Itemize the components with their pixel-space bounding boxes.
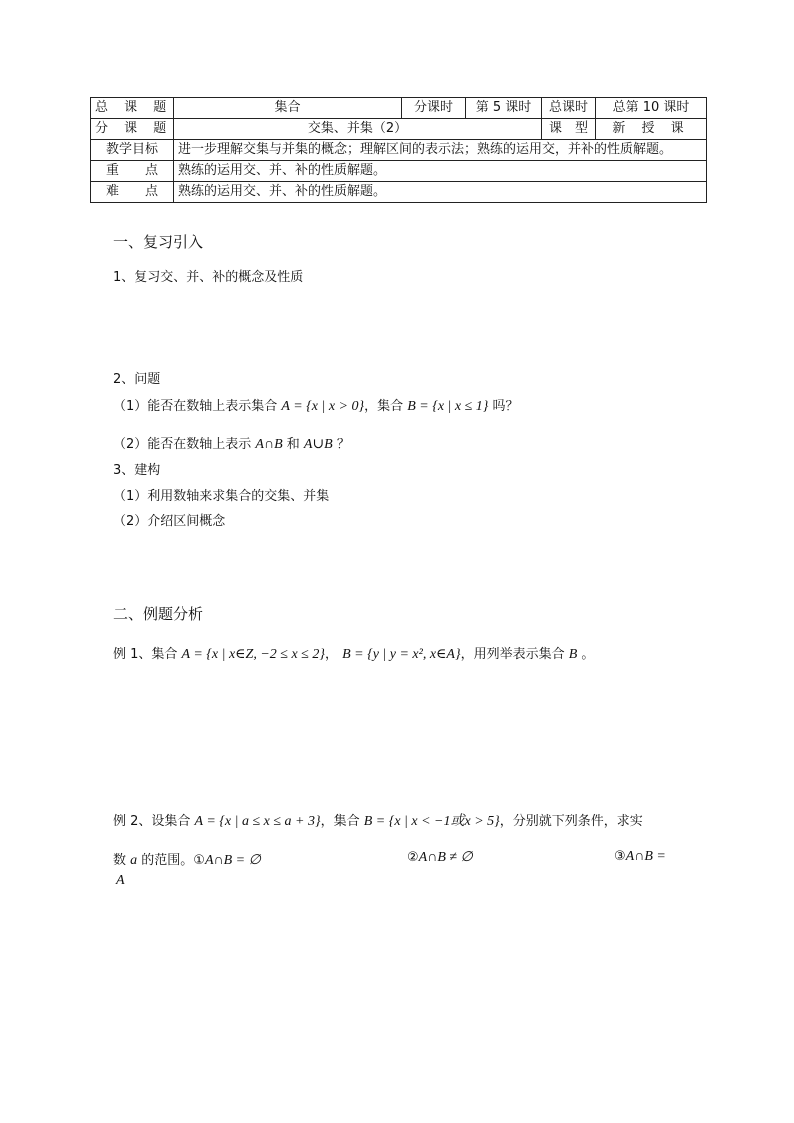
- ex2-text-c: ，分别就下列条件，求实: [499, 814, 643, 829]
- q2-text-c: ？: [332, 437, 350, 452]
- ex1-math-2: B = {y | y = x², x∈A}: [342, 647, 461, 662]
- ex2-condition-3: A∩B =: [625, 849, 666, 864]
- q1-text-b: ，集合: [364, 399, 408, 414]
- example-2-condition-3: [614, 849, 666, 865]
- difficulty-value: 熟练的运用交、并、补的性质解题。: [174, 182, 707, 203]
- ex2-condition-2: A∩B ≠ ∅: [418, 850, 473, 865]
- example-2-line-2: [113, 849, 261, 869]
- difficulty-label: 难 点: [91, 182, 174, 203]
- ex1-text-d: 。: [577, 647, 595, 662]
- question-1: [113, 395, 519, 415]
- section1-title: 一、复习引入: [113, 233, 204, 251]
- example-2-line-3: A: [116, 873, 125, 888]
- topic-value: 集合: [174, 98, 402, 119]
- ex2-condition-1: A∩B = ∅: [204, 853, 261, 868]
- construct-1: （1）利用数轴来求集合的交集、并集: [113, 489, 330, 504]
- subtopic-label: 分 课 题: [91, 119, 174, 140]
- q2-math-1: A∩B: [255, 437, 283, 452]
- ex1-text-c: ，用列举表示集合: [460, 647, 569, 662]
- example-2: [113, 810, 643, 830]
- lesson-type-value: 新 授 课: [596, 119, 707, 140]
- table-row: [91, 98, 707, 119]
- total-period-label: 总课时: [542, 98, 596, 119]
- review-item-1: 1、复习交、并、补的概念及性质: [113, 270, 304, 285]
- ex2-variable: a: [130, 853, 138, 868]
- table-row: [91, 119, 707, 140]
- sub-period-label: 分课时: [402, 98, 466, 119]
- table-row: [91, 140, 707, 161]
- ex1-math-3: B: [568, 647, 578, 662]
- question-2: [113, 433, 350, 453]
- q1-math-2: B = {x | x ≤ 1}: [407, 399, 489, 414]
- lesson-type-label: 课 型: [542, 119, 596, 140]
- ex2-cond3-prefix: ③: [614, 849, 626, 864]
- ex2-math-2: B = {x | x < −1或x > 5}: [363, 814, 500, 829]
- ex1-text-a: 例 1、集合: [113, 647, 182, 662]
- q1-text-a: （1）能否在数轴上表示集合: [113, 399, 282, 414]
- q1-math-1: A = {x | x > 0}: [281, 399, 365, 414]
- key-point-value: 熟练的运用交、并、补的性质解题。: [174, 161, 707, 182]
- construct-heading: 3、建构: [113, 463, 161, 478]
- question-heading: 2、问题: [113, 372, 161, 387]
- q2-text-a: （2）能否在数轴上表示: [113, 437, 256, 452]
- example-1: [113, 643, 594, 663]
- ex2-text-a: 例 2、设集合: [113, 814, 195, 829]
- section2-title: 二、例题分析: [113, 605, 204, 623]
- sub-period-value: 第 5 课时: [466, 98, 542, 119]
- total-period-value: 总第 10 课时: [596, 98, 707, 119]
- q2-text-b: 和: [282, 437, 304, 452]
- ex2-line2-text-a: 数: [113, 853, 131, 868]
- q2-math-2: A∪B: [303, 437, 333, 452]
- ex1-text-b: ，: [324, 647, 343, 662]
- table-row: [91, 182, 707, 203]
- ex1-math-1: A = {x | x∈Z, −2 ≤ x ≤ 2}: [181, 647, 325, 662]
- subtopic-value: 交集、并集（2）: [174, 119, 542, 140]
- table-row: [91, 161, 707, 182]
- construct-2: （2）介绍区间概念: [113, 514, 226, 529]
- ex2-cond2-prefix: ②: [407, 850, 419, 865]
- example-2-condition-2: [407, 849, 473, 866]
- q1-text-c: 吗？: [488, 399, 519, 414]
- topic-label: 总 课 题: [91, 98, 174, 119]
- ex2-line2-text-b: 的范围。①: [137, 853, 205, 868]
- lesson-info-table: [90, 97, 707, 203]
- goals-value: 进一步理解交集与并集的概念；理解区间的表示法；熟练的运用交，并补的性质解题。: [174, 140, 707, 161]
- ex2-math-1: A = {x | a ≤ x ≤ a + 3}: [194, 814, 321, 829]
- ex2-text-b: ，集合: [320, 814, 364, 829]
- key-point-label: 重 点: [91, 161, 174, 182]
- goals-label: 教学目标: [91, 140, 174, 161]
